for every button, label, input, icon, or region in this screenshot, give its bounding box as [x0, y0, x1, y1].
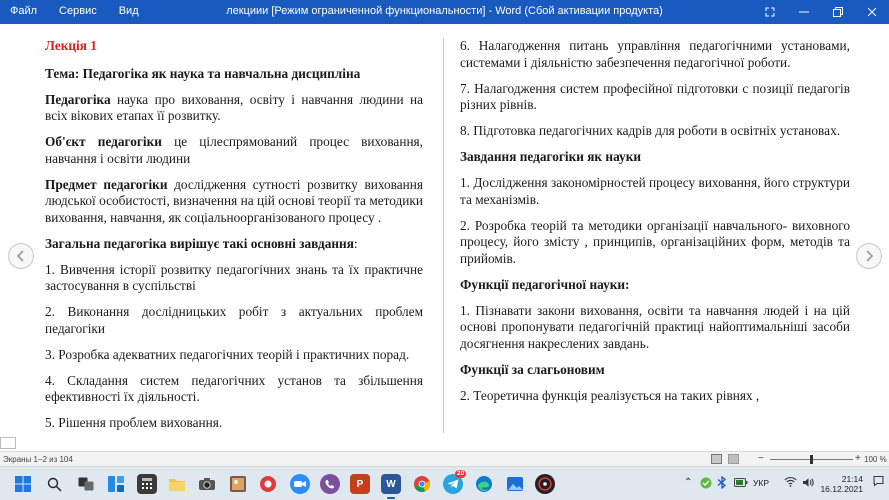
document-area[interactable]: [0, 24, 889, 437]
notification-badge: 20: [457, 470, 465, 477]
next-page-button[interactable]: [856, 243, 882, 269]
volume-icon[interactable]: [802, 477, 814, 490]
chevron-right-icon: [864, 250, 874, 262]
term: Предмет педагогіки: [45, 176, 168, 192]
task-view-icon: [78, 477, 94, 491]
view-switcher: [711, 454, 739, 464]
page-counter[interactable]: Экраны 1–2 из 104: [3, 455, 73, 464]
chevron-left-icon: [16, 250, 26, 262]
chevron-up-icon[interactable]: ⌃: [684, 477, 693, 488]
restore-icon: [833, 7, 843, 17]
widgets-icon: [108, 476, 124, 492]
notifications-icon[interactable]: [873, 475, 884, 489]
previous-page-button[interactable]: [8, 243, 34, 269]
powerpoint-button[interactable]: [350, 474, 370, 494]
term: Об'єкт педагогіки: [45, 134, 162, 149]
lecture-heading: Лекція 1: [45, 38, 97, 53]
word-button[interactable]: [381, 474, 401, 494]
topic-line: [45, 66, 423, 83]
photos-button[interactable]: [228, 474, 248, 494]
record-icon: [259, 475, 277, 493]
page-left: [45, 38, 423, 437]
paragraph-subject: [45, 177, 423, 227]
list-item: 5. Рішення проблем виховання.: [45, 415, 223, 430]
file-explorer-button[interactable]: [167, 474, 187, 494]
clock[interactable]: [820, 474, 863, 494]
windows-start-button[interactable]: [13, 474, 33, 494]
menu-service[interactable]: Сервис: [59, 5, 97, 17]
definition: наука про виховання, освіту і навчання людини на всіх вікових етапах її розвитку.: [45, 91, 423, 123]
search-button[interactable]: [44, 474, 64, 494]
definition: :: [353, 235, 358, 251]
chrome-icon: [413, 475, 431, 493]
zoom-in-button[interactable]: +: [855, 453, 861, 464]
edge-button[interactable]: [474, 474, 494, 494]
restore-button[interactable]: [821, 0, 855, 24]
title-bar: [0, 0, 889, 24]
menu-view[interactable]: Вид: [118, 5, 139, 17]
status-bar: [0, 451, 889, 466]
widgets-button[interactable]: [106, 474, 126, 494]
print-layout-button[interactable]: [728, 454, 739, 464]
calculator-button[interactable]: [137, 474, 157, 494]
paragraph-pedagogy: [45, 92, 423, 125]
calculator-icon: [141, 477, 153, 491]
screen-recorder-button[interactable]: [258, 474, 278, 494]
gallery-button[interactable]: [505, 474, 525, 494]
paragraph-tasks-intro: [45, 236, 423, 253]
battery-icon[interactable]: [734, 478, 748, 489]
close-button[interactable]: [855, 0, 889, 24]
list-item: 7. Налагодження систем професійної підготовки с позиції педагогів різних рівнів.: [460, 80, 850, 112]
read-mode-button[interactable]: [711, 454, 722, 464]
bluetooth-icon[interactable]: [717, 476, 727, 491]
viber-phone-icon: [325, 479, 335, 489]
list-item: 1. Дослідження закономірностей процесу виховання, його структури та механізмів.: [460, 175, 850, 207]
section-heading-functions: [460, 277, 850, 294]
disc-icon: [538, 477, 552, 491]
list-item: 3. Розробка адекватних педагогічних теорій і практичних порад.: [45, 346, 410, 362]
definition: це цілеспрямований процес виховання, навчання і освіти людини: [45, 134, 423, 166]
list-item: 1. Пізнавати закони виховання, освіти та навчання людей і на цій основі пропонувати педагогічній практиці найоптимальніші засоби досягнення накреслених завдань.: [460, 302, 850, 351]
wifi-icon[interactable]: [784, 476, 797, 489]
security-icon[interactable]: [700, 477, 712, 491]
audio-player-button[interactable]: [535, 474, 555, 494]
edge-icon: [475, 475, 493, 493]
list-item: 4. Складання систем педагогічних установ та збільшення ефективності їх діяльності.: [45, 372, 423, 404]
photos-icon: [229, 475, 247, 493]
telegram-icon: [447, 479, 459, 489]
list-item: 6. Налагодження питань управління педагогічними установами, системами і діяльністю забезпечення педагогічної роботи.: [460, 38, 850, 70]
clock-date: 16.12.2021: [820, 484, 863, 494]
word-icon: W: [386, 478, 396, 490]
powerpoint-icon: P: [356, 478, 364, 490]
fullscreen-button[interactable]: [753, 0, 787, 24]
list-item: 2. Теоретична функція реалізується на таких рівнях ,: [460, 387, 760, 403]
term: Загальна педагогіка вирішує такі основні завдання: [45, 235, 354, 251]
heading-text: Завдання педагогіки як науки: [460, 149, 642, 164]
language-indicator[interactable]: УКР: [753, 478, 770, 488]
camera-icon: [198, 477, 216, 491]
task-view-button[interactable]: [76, 474, 96, 494]
section-heading-levels: [460, 362, 850, 379]
page-thumbnail[interactable]: [0, 437, 16, 449]
chrome-button[interactable]: [412, 474, 432, 494]
page-right: [460, 38, 850, 414]
minimize-icon: [799, 7, 809, 17]
paragraph-object: [45, 134, 423, 167]
minimize-button[interactable]: [787, 0, 821, 24]
list-item: 2. Розробка теорій та методики організації навчального- виховного процесу, його змісту , принципів, організаційних форм, методів та прийомів.: [460, 217, 850, 266]
list-item: 8. Підготовка педагогічних кадрів для роботи в освітніх установах.: [460, 123, 841, 138]
zoom-button[interactable]: [290, 474, 310, 494]
heading-text: Функції за слагьоновим: [460, 361, 605, 377]
close-icon: [867, 7, 877, 17]
viber-button[interactable]: [320, 474, 340, 494]
fullscreen-icon: [765, 7, 775, 17]
list-item: 1. Вивчення історії розвитку педагогічних знань та їх практичне застосування в суспільстві: [45, 261, 423, 293]
taskbar: [0, 466, 889, 500]
menu-file[interactable]: Файл: [10, 5, 38, 17]
heading-text: Функції педагогічної науки:: [460, 276, 630, 292]
list-item: 2. Виконання дослідницьких робіт з актуальних проблем педагогіки: [45, 304, 423, 336]
telegram-button[interactable]: [443, 470, 465, 494]
menu-bar: [10, 5, 161, 17]
zoom-camera-icon: [294, 480, 306, 488]
definition: дослідження сутності розвитку виховання людської особистості, визначення на цій основі теорії та методики виховання, навчання, як соціальноорганізованого процесу .: [45, 176, 424, 225]
search-icon: [47, 477, 62, 492]
zoom-slider-thumb[interactable]: [810, 455, 813, 464]
zoom-out-button[interactable]: −: [758, 453, 764, 464]
folder-icon: [168, 477, 186, 492]
camera-button[interactable]: [197, 474, 217, 494]
section-heading-tasks: [460, 149, 850, 166]
term: Педагогіка: [45, 91, 111, 107]
zoom-level[interactable]: 100 %: [864, 455, 887, 464]
topic-text: Тема: Педагогіка як наука та навчальна дисципліна: [45, 65, 361, 81]
clock-time: 21:14: [841, 474, 863, 484]
page-divider: [443, 38, 444, 433]
gallery-icon: [506, 476, 524, 492]
windows-logo-icon: [15, 476, 31, 492]
window-title: лекциии [Режим ограниченной функциональности] - Word (Сбой активации продукта): [226, 5, 663, 17]
